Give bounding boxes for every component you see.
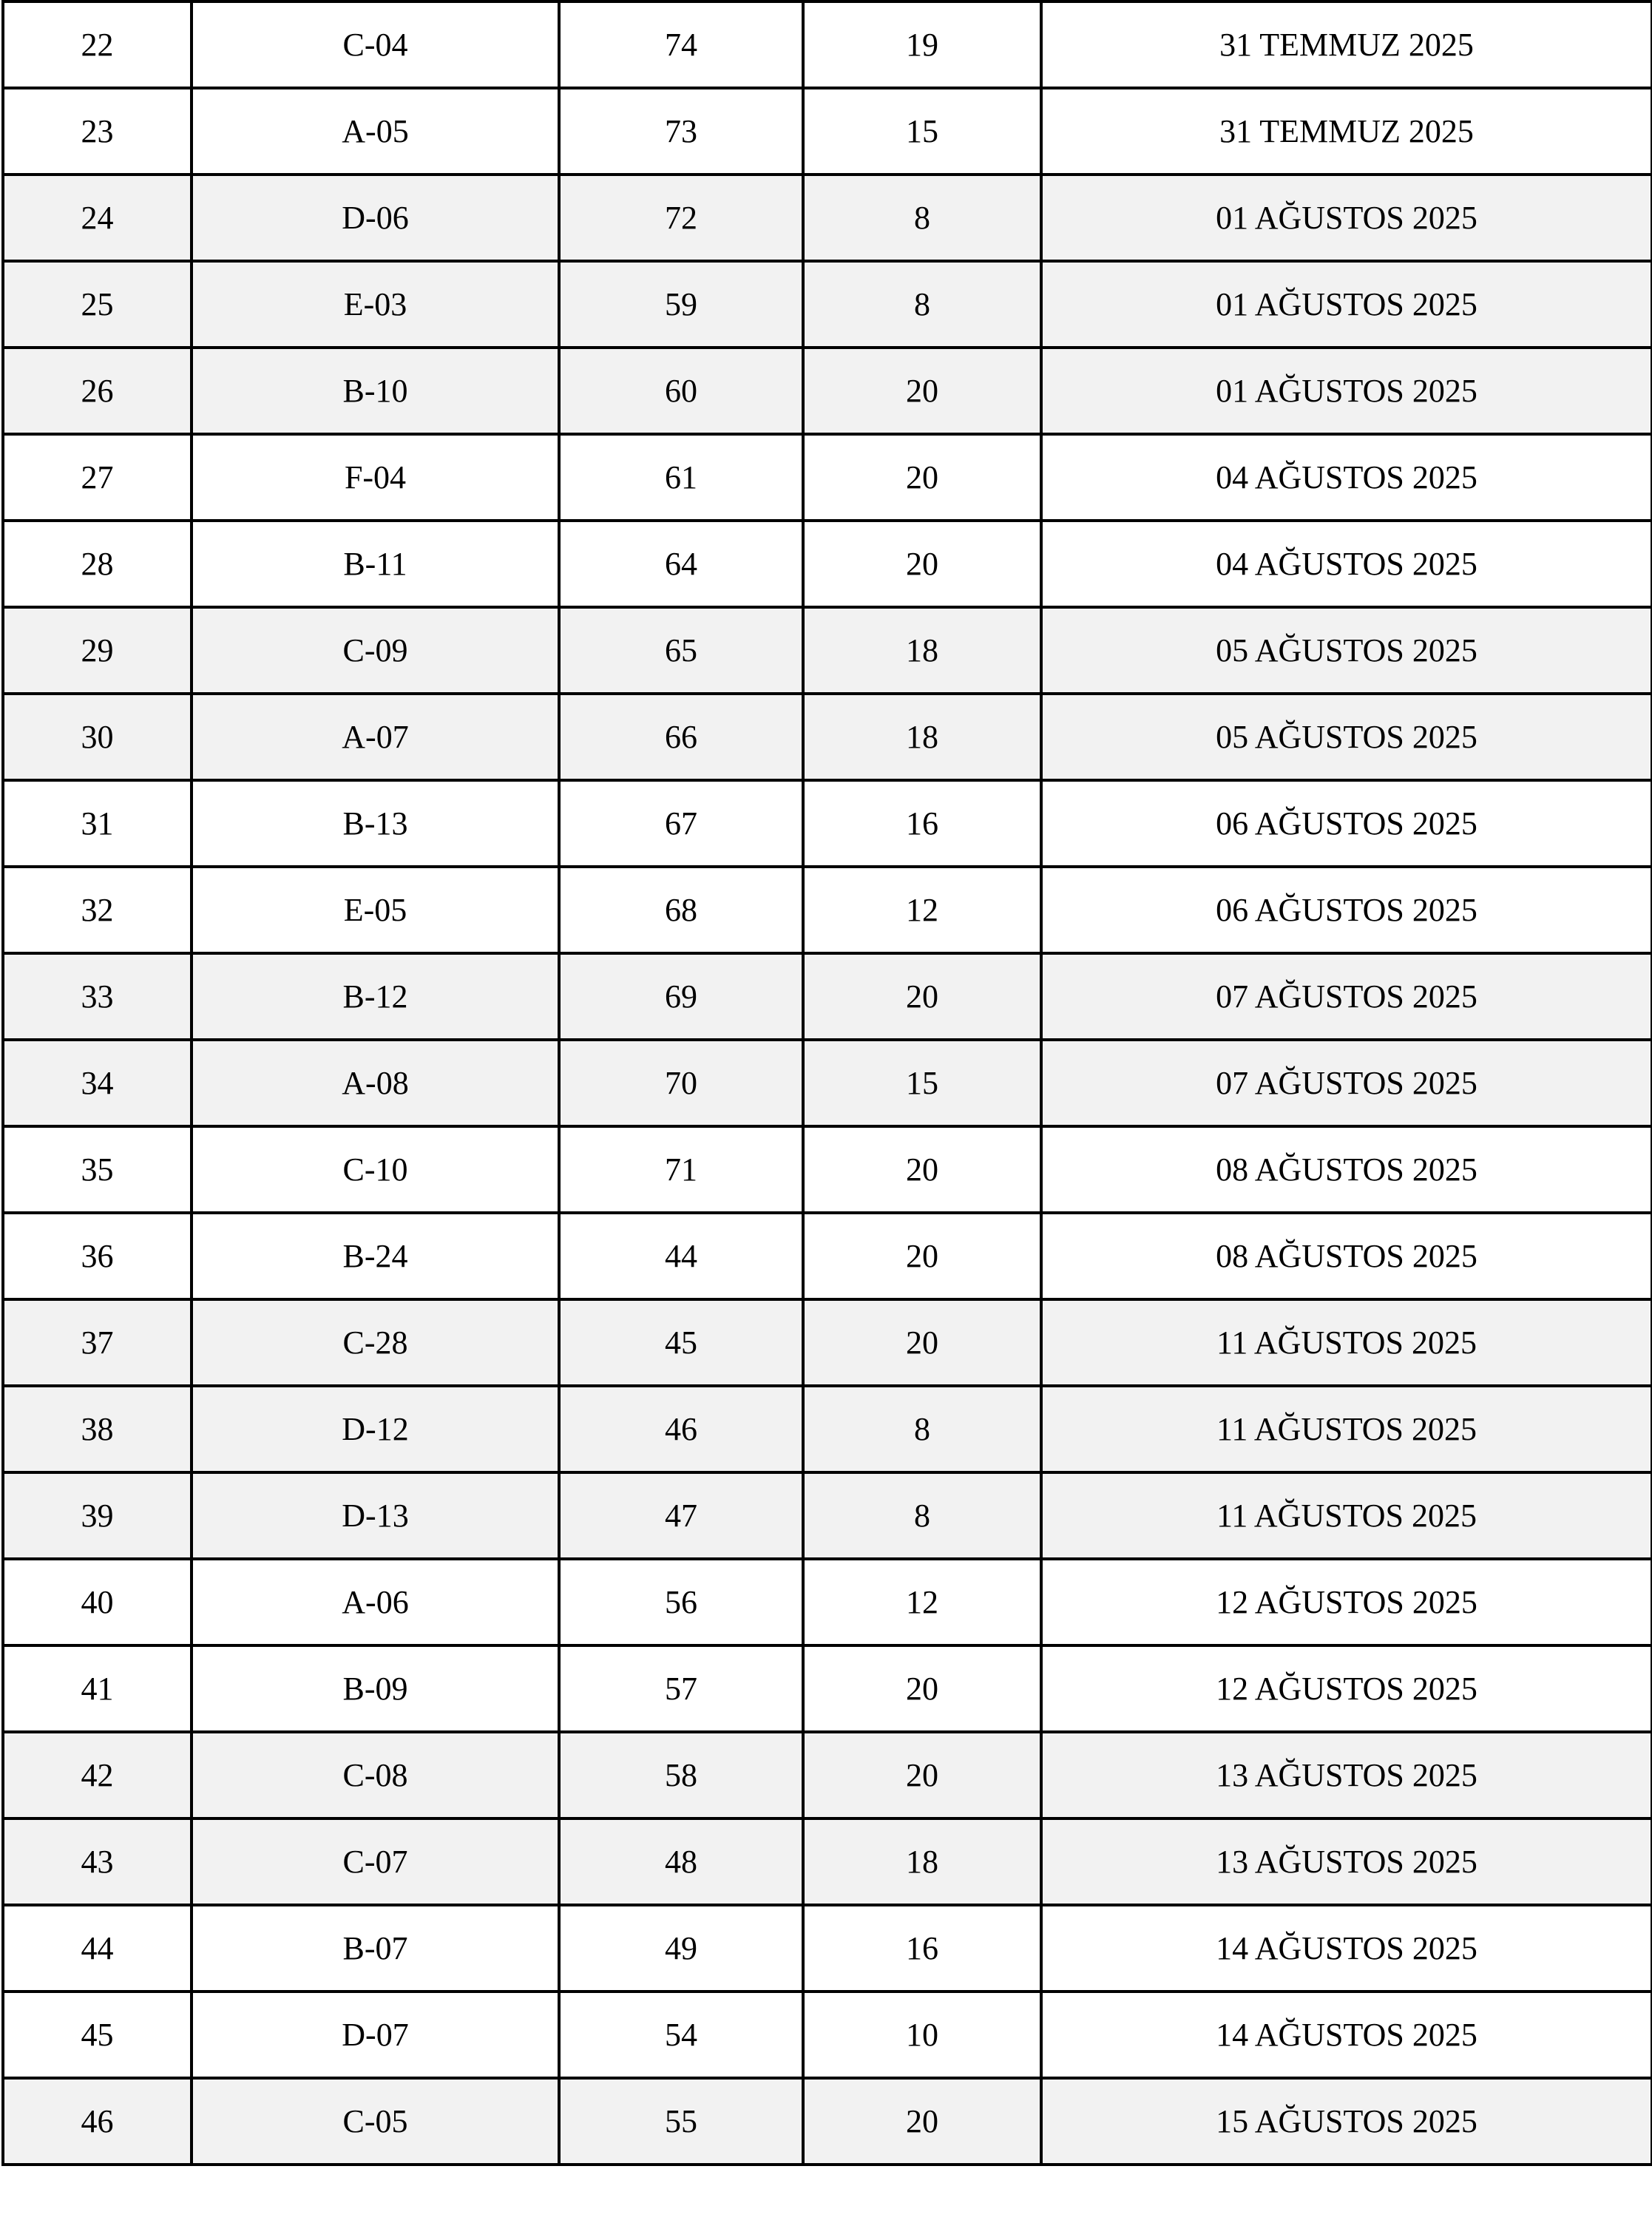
table-row [3, 521, 1652, 607]
count-cell: 20 [803, 521, 1041, 607]
number-cell: 66 [559, 694, 803, 780]
table-row [3, 1040, 1652, 1126]
count-cell: 20 [803, 1732, 1041, 1818]
count-cell: 20 [803, 953, 1041, 1040]
schedule-table-body [3, 1, 1652, 2165]
row-index-cell: 40 [3, 1559, 192, 1645]
count-cell: 18 [803, 1818, 1041, 1905]
table-row [3, 1472, 1652, 1559]
code-cell: D-07 [192, 1992, 559, 2078]
date-cell: 11 AĞUSTOS 2025 [1041, 1472, 1652, 1559]
table-row [3, 88, 1652, 175]
count-cell: 20 [803, 348, 1041, 434]
code-cell: C-09 [192, 607, 559, 694]
table-row [3, 1905, 1652, 1992]
date-cell: 08 AĞUSTOS 2025 [1041, 1213, 1652, 1299]
date-cell: 12 AĞUSTOS 2025 [1041, 1559, 1652, 1645]
code-cell: C-05 [192, 2078, 559, 2165]
date-cell: 06 AĞUSTOS 2025 [1041, 867, 1652, 953]
count-cell: 15 [803, 88, 1041, 175]
table-row [3, 1299, 1652, 1386]
date-cell: 31 TEMMUZ 2025 [1041, 1, 1652, 88]
date-cell: 14 AĞUSTOS 2025 [1041, 1992, 1652, 2078]
code-cell: C-08 [192, 1732, 559, 1818]
table-row [3, 953, 1652, 1040]
count-cell: 20 [803, 434, 1041, 521]
row-index-cell: 34 [3, 1040, 192, 1126]
number-cell: 67 [559, 780, 803, 867]
table-row [3, 1126, 1652, 1213]
number-cell: 69 [559, 953, 803, 1040]
code-cell: E-03 [192, 261, 559, 348]
row-index-cell: 45 [3, 1992, 192, 2078]
table-row [3, 434, 1652, 521]
row-index-cell: 28 [3, 521, 192, 607]
date-cell: 15 AĞUSTOS 2025 [1041, 2078, 1652, 2165]
code-cell: B-13 [192, 780, 559, 867]
table-row [3, 607, 1652, 694]
row-index-cell: 46 [3, 2078, 192, 2165]
number-cell: 54 [559, 1992, 803, 2078]
code-cell: A-05 [192, 88, 559, 175]
number-cell: 71 [559, 1126, 803, 1213]
number-cell: 47 [559, 1472, 803, 1559]
count-cell: 15 [803, 1040, 1041, 1126]
row-index-cell: 35 [3, 1126, 192, 1213]
code-cell: C-10 [192, 1126, 559, 1213]
table-row [3, 780, 1652, 867]
code-cell: B-07 [192, 1905, 559, 1992]
code-cell: B-09 [192, 1645, 559, 1732]
table-row [3, 1386, 1652, 1472]
count-cell: 19 [803, 1, 1041, 88]
count-cell: 16 [803, 1905, 1041, 1992]
code-cell: B-12 [192, 953, 559, 1040]
number-cell: 48 [559, 1818, 803, 1905]
number-cell: 70 [559, 1040, 803, 1126]
table-row [3, 1818, 1652, 1905]
number-cell: 73 [559, 88, 803, 175]
count-cell: 8 [803, 1472, 1041, 1559]
row-index-cell: 41 [3, 1645, 192, 1732]
table-row [3, 175, 1652, 261]
row-index-cell: 38 [3, 1386, 192, 1472]
count-cell: 16 [803, 780, 1041, 867]
number-cell: 68 [559, 867, 803, 953]
table-row [3, 867, 1652, 953]
count-cell: 20 [803, 1213, 1041, 1299]
count-cell: 20 [803, 2078, 1041, 2165]
count-cell: 12 [803, 1559, 1041, 1645]
number-cell: 56 [559, 1559, 803, 1645]
code-cell: B-24 [192, 1213, 559, 1299]
number-cell: 55 [559, 2078, 803, 2165]
number-cell: 45 [559, 1299, 803, 1386]
table-row [3, 2078, 1652, 2165]
code-cell: F-04 [192, 434, 559, 521]
date-cell: 12 AĞUSTOS 2025 [1041, 1645, 1652, 1732]
date-cell: 01 AĞUSTOS 2025 [1041, 261, 1652, 348]
number-cell: 61 [559, 434, 803, 521]
number-cell: 72 [559, 175, 803, 261]
date-cell: 06 AĞUSTOS 2025 [1041, 780, 1652, 867]
code-cell: A-06 [192, 1559, 559, 1645]
schedule-table [1, 0, 1652, 2166]
code-cell: B-11 [192, 521, 559, 607]
count-cell: 8 [803, 175, 1041, 261]
table-row [3, 1732, 1652, 1818]
date-cell: 08 AĞUSTOS 2025 [1041, 1126, 1652, 1213]
count-cell: 18 [803, 607, 1041, 694]
count-cell: 8 [803, 1386, 1041, 1472]
table-row [3, 261, 1652, 348]
row-index-cell: 39 [3, 1472, 192, 1559]
code-cell: A-08 [192, 1040, 559, 1126]
code-cell: C-28 [192, 1299, 559, 1386]
count-cell: 18 [803, 694, 1041, 780]
row-index-cell: 32 [3, 867, 192, 953]
date-cell: 11 AĞUSTOS 2025 [1041, 1386, 1652, 1472]
row-index-cell: 24 [3, 175, 192, 261]
row-index-cell: 42 [3, 1732, 192, 1818]
count-cell: 20 [803, 1299, 1041, 1386]
code-cell: D-12 [192, 1386, 559, 1472]
row-index-cell: 44 [3, 1905, 192, 1992]
code-cell: C-07 [192, 1818, 559, 1905]
date-cell: 01 AĞUSTOS 2025 [1041, 348, 1652, 434]
date-cell: 07 AĞUSTOS 2025 [1041, 953, 1652, 1040]
count-cell: 10 [803, 1992, 1041, 2078]
number-cell: 74 [559, 1, 803, 88]
date-cell: 04 AĞUSTOS 2025 [1041, 434, 1652, 521]
row-index-cell: 43 [3, 1818, 192, 1905]
date-cell: 31 TEMMUZ 2025 [1041, 88, 1652, 175]
code-cell: A-07 [192, 694, 559, 780]
row-index-cell: 37 [3, 1299, 192, 1386]
code-cell: B-10 [192, 348, 559, 434]
row-index-cell: 22 [3, 1, 192, 88]
date-cell: 04 AĞUSTOS 2025 [1041, 521, 1652, 607]
table-row [3, 1645, 1652, 1732]
date-cell: 14 AĞUSTOS 2025 [1041, 1905, 1652, 1992]
row-index-cell: 27 [3, 434, 192, 521]
number-cell: 49 [559, 1905, 803, 1992]
number-cell: 60 [559, 348, 803, 434]
row-index-cell: 23 [3, 88, 192, 175]
table-row [3, 1559, 1652, 1645]
number-cell: 65 [559, 607, 803, 694]
row-index-cell: 29 [3, 607, 192, 694]
code-cell: D-06 [192, 175, 559, 261]
date-cell: 11 AĞUSTOS 2025 [1041, 1299, 1652, 1386]
number-cell: 58 [559, 1732, 803, 1818]
table-row [3, 694, 1652, 780]
date-cell: 05 AĞUSTOS 2025 [1041, 607, 1652, 694]
number-cell: 59 [559, 261, 803, 348]
count-cell: 12 [803, 867, 1041, 953]
date-cell: 13 AĞUSTOS 2025 [1041, 1732, 1652, 1818]
row-index-cell: 30 [3, 694, 192, 780]
code-cell: C-04 [192, 1, 559, 88]
number-cell: 44 [559, 1213, 803, 1299]
count-cell: 20 [803, 1126, 1041, 1213]
date-cell: 13 AĞUSTOS 2025 [1041, 1818, 1652, 1905]
date-cell: 05 AĞUSTOS 2025 [1041, 694, 1652, 780]
count-cell: 20 [803, 1645, 1041, 1732]
date-cell: 01 AĞUSTOS 2025 [1041, 175, 1652, 261]
code-cell: D-13 [192, 1472, 559, 1559]
code-cell: E-05 [192, 867, 559, 953]
count-cell: 8 [803, 261, 1041, 348]
row-index-cell: 31 [3, 780, 192, 867]
row-index-cell: 25 [3, 261, 192, 348]
row-index-cell: 26 [3, 348, 192, 434]
table-row [3, 1, 1652, 88]
table-row [3, 348, 1652, 434]
row-index-cell: 36 [3, 1213, 192, 1299]
number-cell: 57 [559, 1645, 803, 1732]
number-cell: 64 [559, 521, 803, 607]
date-cell: 07 AĞUSTOS 2025 [1041, 1040, 1652, 1126]
number-cell: 46 [559, 1386, 803, 1472]
row-index-cell: 33 [3, 953, 192, 1040]
table-row [3, 1213, 1652, 1299]
table-row [3, 1992, 1652, 2078]
